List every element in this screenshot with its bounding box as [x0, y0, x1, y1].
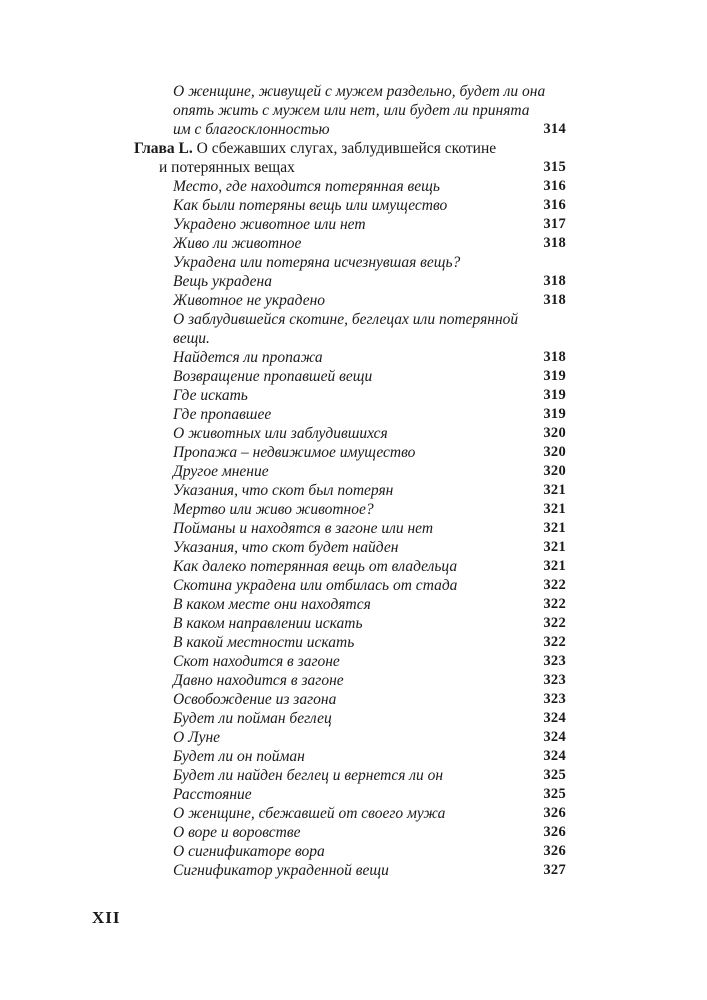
toc-entry[interactable]	[173, 272, 566, 291]
toc-entry-text: Украдено животное или нет	[173, 216, 366, 233]
toc-entry-text: Живо ли животное	[173, 235, 302, 252]
toc-page-number: 325	[543, 767, 566, 783]
toc-entry-text: опять жить с мужем или нет, или будет ли принята	[173, 102, 530, 119]
chapter-title-line1: О сбежавших слугах, заблудившейся скотине	[196, 140, 497, 157]
toc-entry-text: О Луне	[173, 729, 221, 746]
toc-page-number: 318	[543, 349, 566, 365]
toc-entry[interactable]	[173, 234, 566, 253]
toc-page-number: 323	[543, 653, 566, 669]
toc-entry-text: Животное не украдено	[173, 292, 326, 309]
toc-entry-text: Найдется ли пропажа	[173, 349, 323, 366]
toc-page-number: 322	[543, 615, 566, 631]
toc-page-number: 321	[543, 539, 566, 555]
toc-page-number: 324	[543, 748, 566, 764]
toc-page-number: 326	[543, 805, 566, 821]
chapter-heading[interactable]	[134, 139, 566, 177]
toc-entry[interactable]	[173, 215, 566, 234]
toc-page-number: 318	[543, 235, 566, 251]
toc-entry-text: Будет ли найден беглец и вернется ли он	[173, 767, 444, 784]
toc-entry[interactable]	[173, 405, 566, 424]
toc-entry-text: Будет ли пойман беглец	[173, 710, 332, 727]
toc-entry[interactable]	[173, 462, 566, 481]
toc-entry-text: Где пропавшее	[173, 406, 272, 423]
toc-page-number: 323	[543, 691, 566, 707]
chapter-label: Глава L.	[134, 140, 193, 157]
page-folio: XII	[92, 908, 121, 927]
toc-page-number: 321	[543, 520, 566, 536]
toc-entry-intro[interactable]	[173, 82, 566, 139]
toc-page-number: 314	[543, 121, 566, 137]
toc-entry-text: Другое мнение	[173, 463, 269, 480]
toc-entry[interactable]	[173, 500, 566, 519]
toc-entry[interactable]	[173, 690, 566, 709]
toc-entry-text: Вещь украдена	[173, 273, 272, 290]
toc-entry-text: Будет ли он пойман	[173, 748, 305, 765]
toc-entry-text: О сигнификаторе вора	[173, 843, 325, 860]
toc-entry[interactable]	[173, 367, 566, 386]
toc-entry[interactable]	[173, 842, 566, 861]
toc-entry[interactable]	[173, 785, 566, 804]
toc-entry[interactable]	[173, 633, 566, 652]
toc-entry[interactable]	[173, 424, 566, 443]
toc-entry-text: Как были потеряны вещь или имущество	[173, 197, 448, 214]
toc-page-number: 319	[543, 387, 566, 403]
toc-entry[interactable]	[173, 253, 566, 272]
toc-page-number: 322	[543, 634, 566, 650]
toc-entry-text: Скотина украдена или отбилась от стада	[173, 577, 458, 594]
toc-entry-text: О животных или заблудившихся	[173, 425, 388, 442]
toc-entry-text: О заблудившейся скотине, беглецах или потерянной	[173, 311, 519, 328]
toc-entry-text: Пойманы и находятся в загоне или нет	[173, 520, 434, 537]
toc-entry[interactable]	[173, 747, 566, 766]
toc-entry-text: О женщине, живущей с мужем раздельно, будет ли она	[173, 83, 546, 100]
toc-page-number: 321	[543, 501, 566, 517]
toc-entry-text: Указания, что скот был потерян	[173, 482, 394, 499]
toc-page-number: 326	[543, 843, 566, 859]
toc-entry[interactable]	[173, 728, 566, 747]
toc-entry-text: Давно находится в загоне	[173, 672, 344, 689]
toc-page-number: 327	[543, 862, 566, 878]
toc-entry[interactable]	[173, 595, 566, 614]
toc-page-number: 316	[543, 197, 566, 213]
toc-page-number: 321	[543, 558, 566, 574]
toc-entry-text: О воре и воровстве	[173, 824, 301, 841]
toc-page-number: 320	[543, 425, 566, 441]
toc-entry[interactable]	[173, 177, 566, 196]
toc-page-number: 321	[543, 482, 566, 498]
toc-entry-text: Украдена или потеряна исчезнувшая вещь?	[173, 254, 461, 271]
toc-entry-text: Мертво или живо животное?	[173, 501, 374, 518]
toc-entry-text: Указания, что скот будет найден	[173, 539, 399, 556]
toc-entry-text: Освобождение из загона	[173, 691, 337, 708]
toc-page-number: 318	[543, 292, 566, 308]
toc-page-number: 324	[543, 710, 566, 726]
toc-page-number: 326	[543, 824, 566, 840]
toc-entry[interactable]	[173, 861, 566, 880]
toc-entry[interactable]	[173, 329, 566, 348]
toc-page-number: 325	[543, 786, 566, 802]
toc-page-number: 318	[543, 273, 566, 289]
toc-page-number: 320	[543, 463, 566, 479]
toc-entry[interactable]	[173, 196, 566, 215]
toc-entry[interactable]	[173, 443, 566, 462]
toc-entry-text: им с благосклонностью	[173, 121, 330, 138]
toc-entry-text: В каком направлении искать	[173, 615, 363, 632]
toc-entry[interactable]	[173, 538, 566, 557]
toc-entry-text: вещи.	[173, 330, 210, 347]
toc-entry-text: Пропажа – недвижимое имущество	[173, 444, 416, 461]
toc-entry-text: В какой местности искать	[173, 634, 355, 651]
toc-entry[interactable]	[173, 310, 566, 329]
toc-entry[interactable]	[173, 823, 566, 842]
toc-entry[interactable]	[173, 576, 566, 595]
toc-page-number: 322	[543, 577, 566, 593]
toc-entry[interactable]	[173, 519, 566, 538]
toc-entry-text: Расстояние	[173, 786, 252, 803]
toc-entry[interactable]	[173, 291, 566, 310]
toc-entry[interactable]	[173, 348, 566, 367]
toc-entry[interactable]	[173, 709, 566, 728]
chapter-title-line2: и потерянных вещах	[159, 159, 295, 176]
toc-page-number: 317	[543, 216, 566, 232]
toc-entry[interactable]	[173, 652, 566, 671]
toc-page-number: 319	[543, 406, 566, 422]
toc-page-number: 319	[543, 368, 566, 384]
toc-entry-text: Где искать	[173, 387, 248, 404]
toc-page-number: 323	[543, 672, 566, 688]
toc-entry[interactable]	[173, 386, 566, 405]
toc-entry-text: О женщине, сбежавшей от своего мужа	[173, 805, 446, 822]
toc-entry-text: Скот находится в загоне	[173, 653, 340, 670]
toc-entry-text: Место, где находится потерянная вещь	[173, 178, 440, 195]
toc-page-number: 324	[543, 729, 566, 745]
toc-entry-text: В каком месте они находятся	[173, 596, 371, 613]
toc-entry[interactable]	[173, 804, 566, 823]
toc-entry[interactable]	[173, 614, 566, 633]
toc-entry[interactable]	[173, 671, 566, 690]
toc-entry-text: Сигнификатор украденной вещи	[173, 862, 389, 879]
toc-page-number: 320	[543, 444, 566, 460]
toc-entry[interactable]	[173, 481, 566, 500]
toc-page-number: 322	[543, 596, 566, 612]
toc-entry[interactable]	[173, 557, 566, 576]
toc-page-number: 316	[543, 178, 566, 194]
toc-page-number: 315	[543, 159, 566, 175]
toc-entry-text: Как далеко потерянная вещь от владельца	[173, 558, 458, 575]
toc-entry-text: Возвращение пропавшей вещи	[173, 368, 373, 385]
toc-entry[interactable]	[173, 766, 566, 785]
